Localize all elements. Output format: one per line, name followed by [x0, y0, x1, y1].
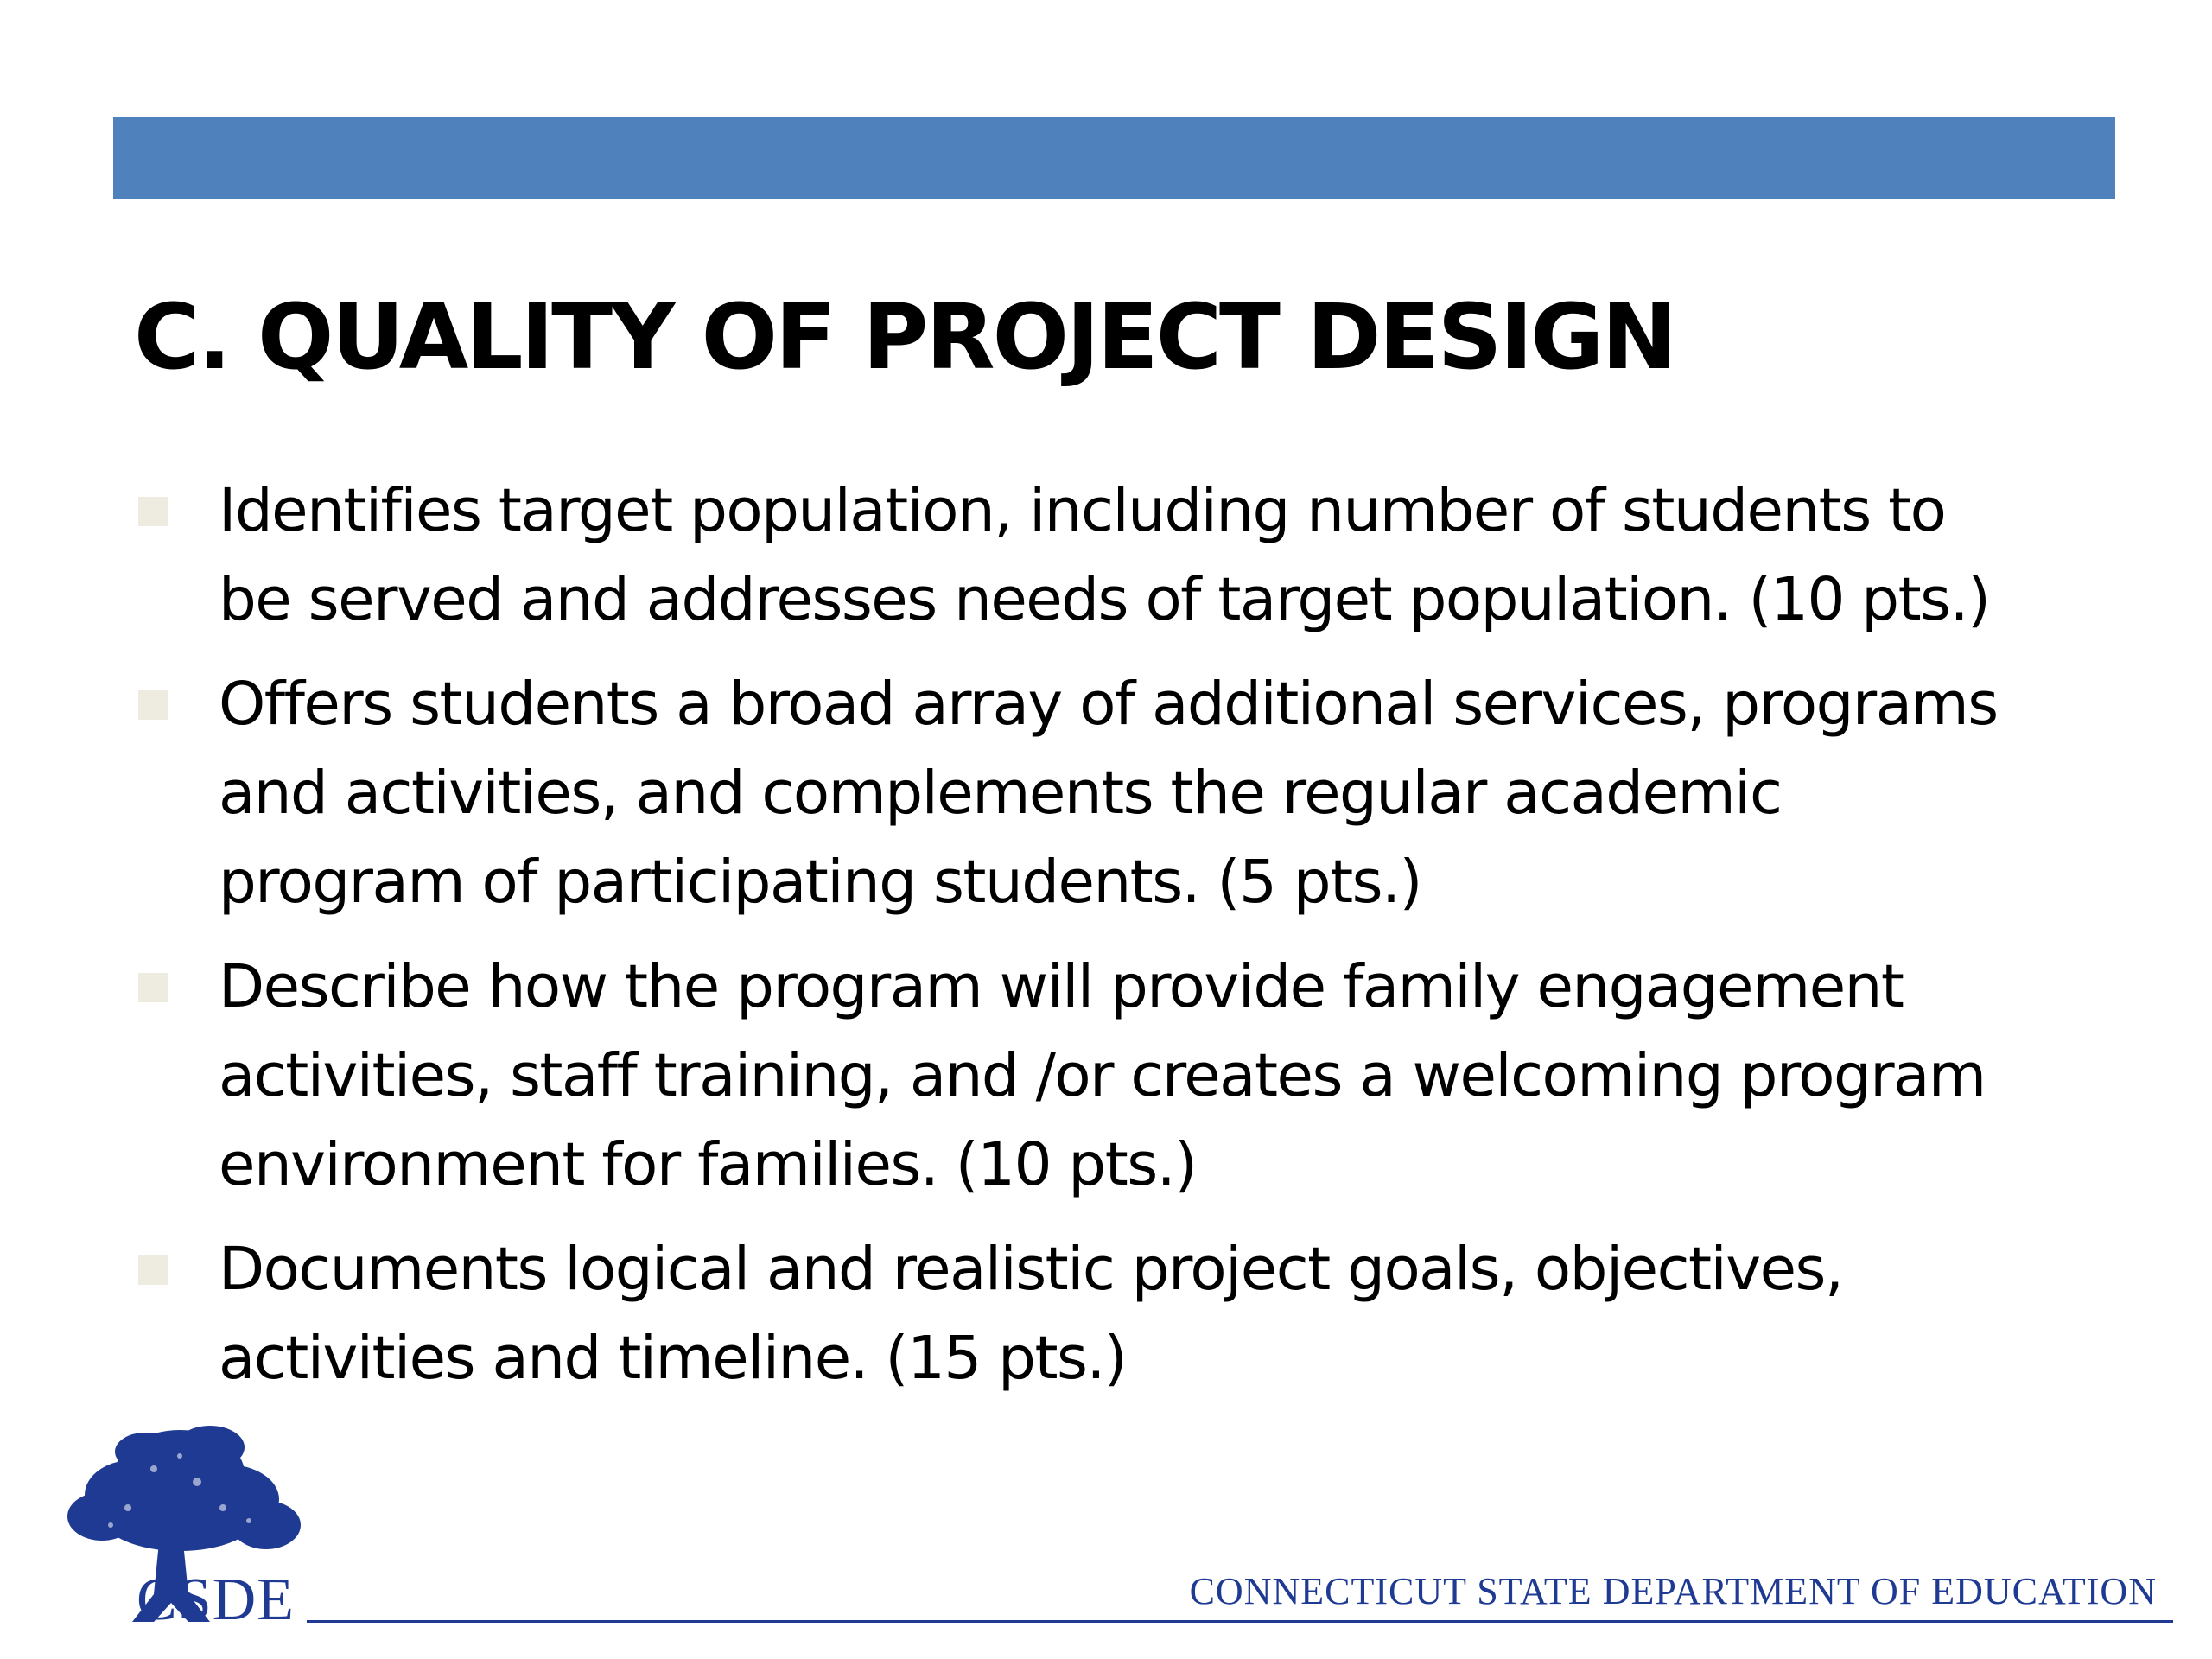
bullet-item [138, 1225, 2126, 1403]
csde-logo [50, 1421, 309, 1633]
header-accent-bar [113, 117, 2115, 199]
bullet-line: activities and timeline. (15 pts.) [219, 1324, 1127, 1393]
square-bullet-icon [138, 973, 168, 1002]
bullet-line: Identifies target population, including number of students to [219, 476, 1946, 545]
bullet-line: program of participating students. (5 pts.) [219, 848, 1421, 917]
bullet-line: environment for families. (10 pts.) [219, 1130, 1197, 1199]
bullet-line: Documents logical and realistic project goals, objectives, [219, 1235, 1843, 1304]
bullet-line: activities, staff training, and /or creates a welcoming program [219, 1041, 1986, 1110]
slide-title: C. QUALITY OF PROJECT DESIGN [134, 284, 1675, 390]
logo-text: CSDE [137, 1567, 295, 1633]
bullet-item [138, 943, 2126, 1210]
footer-organization-name: CONNECTICUT STATE DEPARTMENT OF EDUCATION [1189, 1570, 2157, 1612]
bullet-list [138, 467, 2126, 1419]
bullet-item [138, 660, 2126, 927]
footer-divider [307, 1620, 2173, 1623]
square-bullet-icon [138, 1255, 168, 1285]
square-bullet-icon [138, 497, 168, 526]
bullet-line: and activities, and complements the regular academic [219, 759, 1782, 828]
bullet-line: Offers students a broad array of additional services, programs [219, 670, 1998, 739]
bullet-item [138, 467, 2126, 645]
bullet-line: Describe how the program will provide family engagement [219, 952, 1904, 1021]
square-bullet-icon [138, 690, 168, 720]
bullet-line: be served and addresses needs of target population. (10 pts.) [219, 565, 1990, 634]
